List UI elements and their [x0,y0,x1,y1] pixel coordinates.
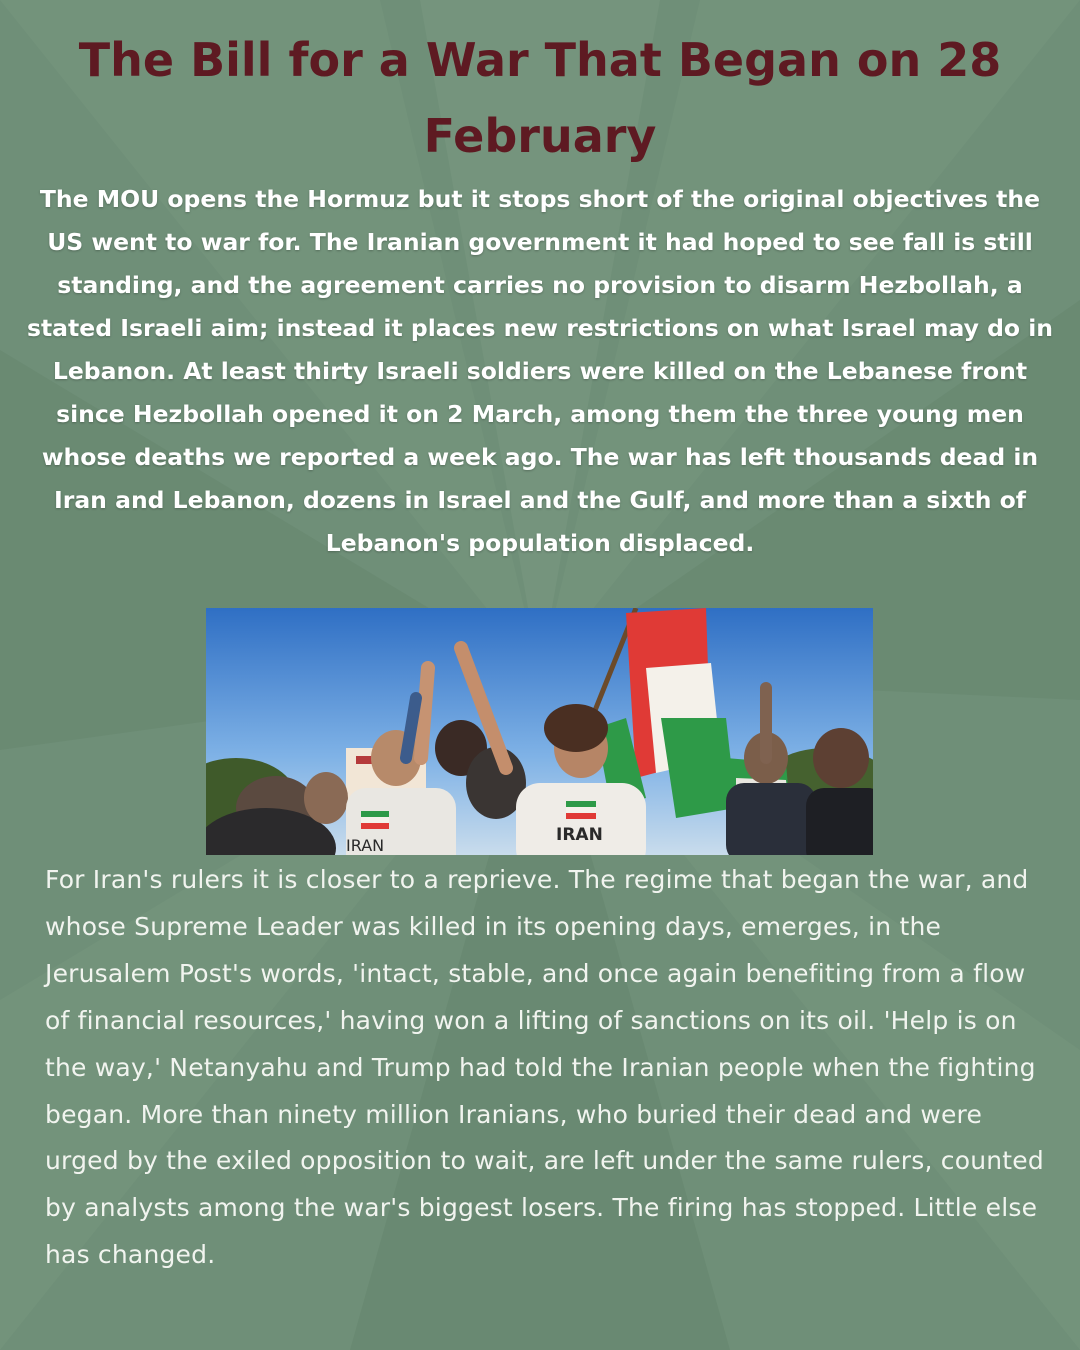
shirt-text-right: IRAN [556,825,603,845]
protest-photo [206,608,873,855]
article-lead-paragraph: The MOU opens the Hormuz but it stops short of the original objectives the US went to war for. The Iranian government it had hoped to see fall is still standing, and the agreement carries no provision to disarm Hezbollah, a stated Israeli aim; instead it places new restrictions on what Israel may do in Lebanon. At least thirty Israeli soldiers were killed on the Lebanese front since Hezbollah opened it on 2 March, among them the three young men whose deaths we reported a week ago. The war has left thousands dead in Iran and Lebanon, dozens in Israel and the Gulf, and more than a sixth of Lebanon's population displaced. [26,185,1054,557]
shirt-text-left: IRAN [346,836,385,855]
article-title: The Bill for a War That Began on 28 February [78,33,1002,163]
article-body-paragraph: For Iran's rulers it is closer to a reprieve. The regime that began the war, and whose Supreme Leader was killed in its opening days, emerges, in the Jerusalem Post's words, 'intact, stable, and once again benefiting from a flow of financial resources,' having won a lifting of sanctions on its oil. 'Help is on the way,' Netanyahu and Trump had told the Iranian people when the fighting began. More than ninety million Iranians, who buried their dead and were urged by the exiled opposition to wait, are left under the same rulers, counted by analysts among the war's biggest losers. The firing has stopped. Little else has changed. [45,865,1044,1270]
